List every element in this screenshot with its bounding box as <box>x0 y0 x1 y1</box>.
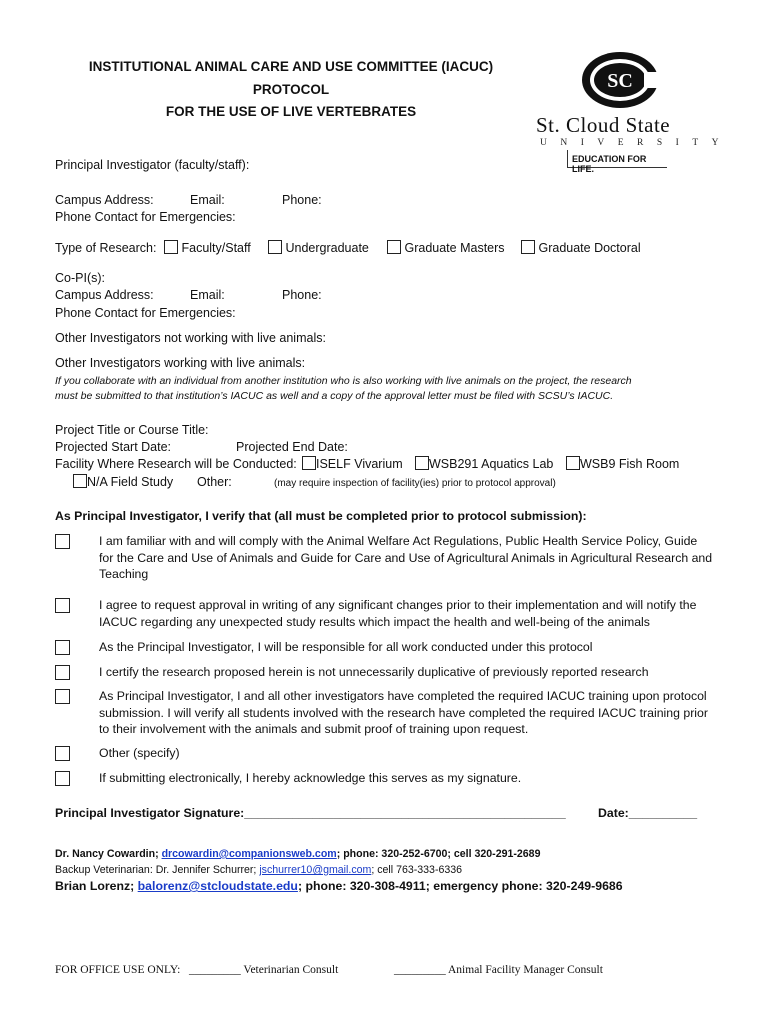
verify-checkbox-5[interactable] <box>55 689 70 704</box>
faculty-checkbox[interactable] <box>164 240 178 254</box>
pi-label: Principal Investigator (faculty/staff): <box>55 158 250 172</box>
iself-vivarium-checkbox[interactable] <box>302 456 316 470</box>
collaboration-note-line2: must be submitted to that institution’s IACUC as well and a copy of the approval letter must be filed with SCSU’s IACUC. <box>55 390 614 402</box>
university-tagline: EDUCATION FOR LIFE. <box>567 150 667 168</box>
copi-emergency-label: Phone Contact for Emergencies: <box>55 306 236 320</box>
signature-label: Principal Investigator Signature: <box>55 806 245 820</box>
vet-consult[interactable] <box>189 964 338 976</box>
other-investigators-not-working-label: Other Investigators not working with live animals: <box>55 331 326 345</box>
verify-text-3: As the Principal Investigator, I will be responsible for all work conducted under this protocol <box>99 640 593 654</box>
svg-text:SC: SC <box>607 70 633 92</box>
wsb9-label: WSB9 Fish Room <box>580 457 680 471</box>
vet-consult-line[interactable]: _________ <box>189 964 241 976</box>
research-type-doctoral[interactable] <box>521 240 641 255</box>
date-row[interactable] <box>598 806 697 820</box>
facility-inspection-note: (may require inspection of facility(ies) prior to protocol approval) <box>274 478 556 489</box>
research-type-masters[interactable] <box>387 240 505 255</box>
facility-other-label: Other: <box>197 475 232 489</box>
verify-checkbox-7[interactable] <box>55 771 70 786</box>
faculty-label: Faculty/Staff <box>181 241 251 255</box>
backup-vet-phone: ; cell 763-333-6336 <box>371 864 463 876</box>
research-type-faculty[interactable] <box>164 240 251 255</box>
vet-name: Dr. Nancy Cowardin; <box>55 848 162 860</box>
manager-name: Brian Lorenz; <box>55 879 138 893</box>
copi-label: Co-PI(s): <box>55 271 105 285</box>
facility-wsb9[interactable] <box>566 456 679 471</box>
verify-checkbox-2[interactable] <box>55 598 70 613</box>
manager-consult-label: Animal Facility Manager Consult <box>448 964 603 976</box>
university-name: St. Cloud State <box>536 113 671 137</box>
copi-phone-label: Phone: <box>282 288 322 302</box>
contact-facility-manager <box>55 879 623 893</box>
contact-veterinarian <box>55 848 540 860</box>
pi-campus-address-label: Campus Address: <box>55 193 154 207</box>
graduate-masters-label: Graduate Masters <box>404 241 505 255</box>
pi-phone-label: Phone: <box>282 193 322 207</box>
facility-iself[interactable] <box>302 456 403 471</box>
verify-text-6: Other (specify) <box>99 746 180 760</box>
copi-campus-address-label: Campus Address: <box>55 288 154 302</box>
verify-text-1: I am familiar with and will comply with the Animal Welfare Act Regulations, Public Health Service Policy, Guide for the Care and Use of Animals and Guide for Care and Use of Agricultural Animals in Agricultural Research and Teaching <box>99 534 713 581</box>
field-study-checkbox[interactable] <box>73 474 87 488</box>
verify-text-2: I agree to request approval in writing of any significant changes prior to their implementation and will notify the IACUC regarding any unexpected study results which impact the health and well-being of the animals <box>99 598 697 629</box>
projected-end-label: Projected End Date: <box>236 440 348 454</box>
facility-wsb291[interactable] <box>415 456 553 471</box>
husky-monogram-icon <box>580 50 660 110</box>
verify-text-7: If submitting electronically, I hereby acknowledge this serves as my signature. <box>99 771 522 785</box>
signature-line[interactable]: _______________________________________________ <box>244 806 566 820</box>
undergraduate-checkbox[interactable] <box>268 240 282 254</box>
manager-email-link[interactable]: balorenz@stcloudstate.edu <box>137 879 298 893</box>
research-type-undergrad[interactable] <box>268 240 369 255</box>
graduate-masters-checkbox[interactable] <box>387 240 401 254</box>
verify-checkbox-4[interactable] <box>55 665 70 680</box>
facility-field-study[interactable] <box>73 474 173 489</box>
form-title-line2: PROTOCOL <box>252 82 330 97</box>
form-title-line1: INSTITUTIONAL ANIMAL CARE AND USE COMMITTEE (IACUC) <box>88 59 494 74</box>
university-word: UNIVERSITY <box>540 138 732 148</box>
graduate-doctoral-label: Graduate Doctoral <box>538 241 641 255</box>
undergraduate-label: Undergraduate <box>285 241 369 255</box>
verify-checkbox-6[interactable] <box>55 746 70 761</box>
collaboration-note-line1: If you collaborate with an individual from another institution who is also working with live animals on the project, the research <box>55 375 632 387</box>
verify-text-4: I certify the research proposed herein is not unnecessarily duplicative of previously reported research <box>99 665 649 679</box>
vet-consult-label: Veterinarian Consult <box>243 964 339 976</box>
graduate-doctoral-checkbox[interactable] <box>521 240 535 254</box>
pi-email-label: Email: <box>190 193 225 207</box>
form-title-line3: FOR THE USE OF LIVE VERTEBRATES <box>165 104 417 119</box>
contact-backup-veterinarian <box>55 864 462 876</box>
field-study-label: N/A Field Study <box>87 475 174 489</box>
iself-vivarium-label: ISELF Vivarium <box>316 457 403 471</box>
copi-email-label: Email: <box>190 288 225 302</box>
verify-checkbox-1[interactable] <box>55 534 70 549</box>
date-line[interactable]: __________ <box>628 806 698 820</box>
wsb9-checkbox[interactable] <box>566 456 580 470</box>
university-logo <box>532 50 732 174</box>
pi-emergency-label: Phone Contact for Emergencies: <box>55 210 236 224</box>
signature-row[interactable] <box>55 806 566 820</box>
project-title-label: Project Title or Course Title: <box>55 423 209 437</box>
date-label: Date: <box>598 806 629 820</box>
office-use-label: FOR OFFICE USE ONLY: <box>55 964 181 976</box>
verify-heading: As Principal Investigator, I verify that (all must be completed prior to protocol submission): <box>55 509 587 523</box>
vet-phones: ; phone: 320-252-6700; cell 320-291-2689 <box>336 848 541 860</box>
wsb291-label: WSB291 Aquatics Lab <box>429 457 554 471</box>
facility-label: Facility Where Research will be Conducted: <box>55 457 297 471</box>
vet-email-link[interactable]: drcowardin@companionsweb.com <box>161 848 337 860</box>
verify-text-5: As Principal Investigator, I and all other investigators have completed the required IACUC training upon protocol submission. I will verify all students involved with the research have completed the required IACUC training prior to their involvement with the animals and submit proof of training upon request. <box>99 689 708 736</box>
manager-consult[interactable] <box>394 964 603 976</box>
wsb291-checkbox[interactable] <box>415 456 429 470</box>
projected-start-label: Projected Start Date: <box>55 440 172 454</box>
manager-consult-line[interactable]: _________ <box>394 964 446 976</box>
research-type-label: Type of Research: <box>55 241 157 255</box>
other-investigators-working-label: Other Investigators working with live animals: <box>55 356 306 370</box>
manager-phones: ; phone: 320-308-4911; emergency phone: 320-249-9686 <box>297 879 623 893</box>
verify-checkbox-3[interactable] <box>55 640 70 655</box>
backup-vet-name: Backup Veterinarian: Dr. Jennifer Schurrer; <box>55 864 260 876</box>
backup-vet-email-link[interactable]: jschurrer10@gmail.com <box>259 864 372 876</box>
